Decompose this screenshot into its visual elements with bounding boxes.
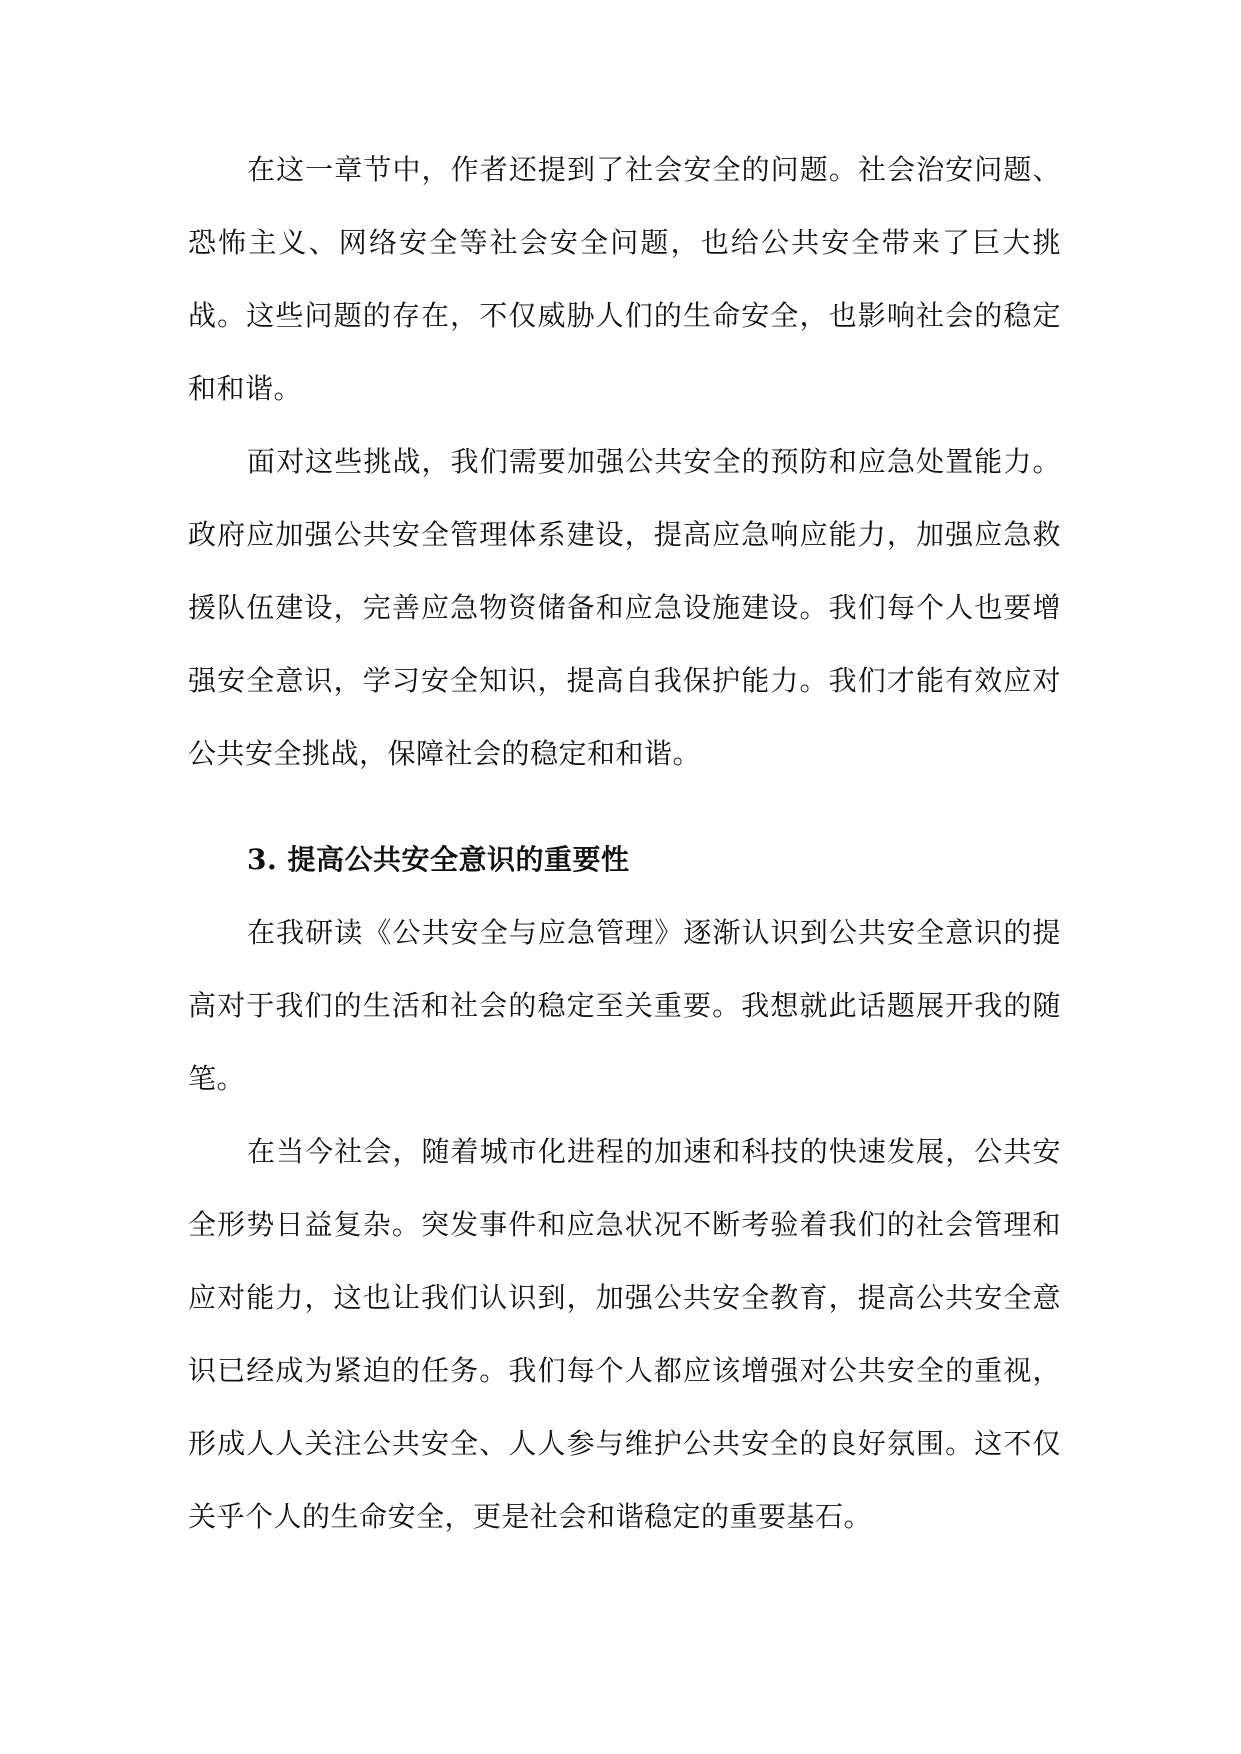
paragraph-social-security: 在这一章节中，作者还提到了社会安全的问题。社会治安问题、恐怖主义、网络安全等社会安全问题，也给公共安全带来了巨大挑战。这些问题的存在，不仅威胁人们的生命安全，也影响社会的稳定和和谐。 <box>188 153 1061 405</box>
document-body <box>188 133 1061 1553</box>
section-heading: 3. 提高公共安全意识的重要性 <box>247 843 630 876</box>
paragraph-facing-challenges: 面对这些挑战，我们需要加强公共安全的预防和应急处置能力。政府应加强公共安全管理体系建设，提高应急响应能力，加强应急救援队伍建设，完善应急物资储备和应急设施建设。我们每个人也要增强安全意识，学习安全知识，提高自我保护能力。我们才能有效应对公共安全挑战，保障社会的稳定和和谐。 <box>188 445 1061 770</box>
paragraph-reading-reflection: 在我研读《公共安全与应急管理》逐渐认识到公共安全意识的提高对于我们的生活和社会的稳定至关重要。我想就此话题展开我的随笔。 <box>188 916 1061 1095</box>
paragraph-current-society: 在当今社会，随着城市化进程的加速和科技的快速发展，公共安全形势日益复杂。突发事件和应急状况不断考验着我们的社会管理和应对能力，这也让我们认识到，加强公共安全教育，提高公共安全意识已经成为紧迫的任务。我们每个人都应该增强对公共安全的重视，形成人人关注公共安全、人人参与维护公共安全的良好氛围。这不仅关乎个人的生命安全，更是社会和谐稳定的重要基石。 <box>188 1135 1061 1533</box>
